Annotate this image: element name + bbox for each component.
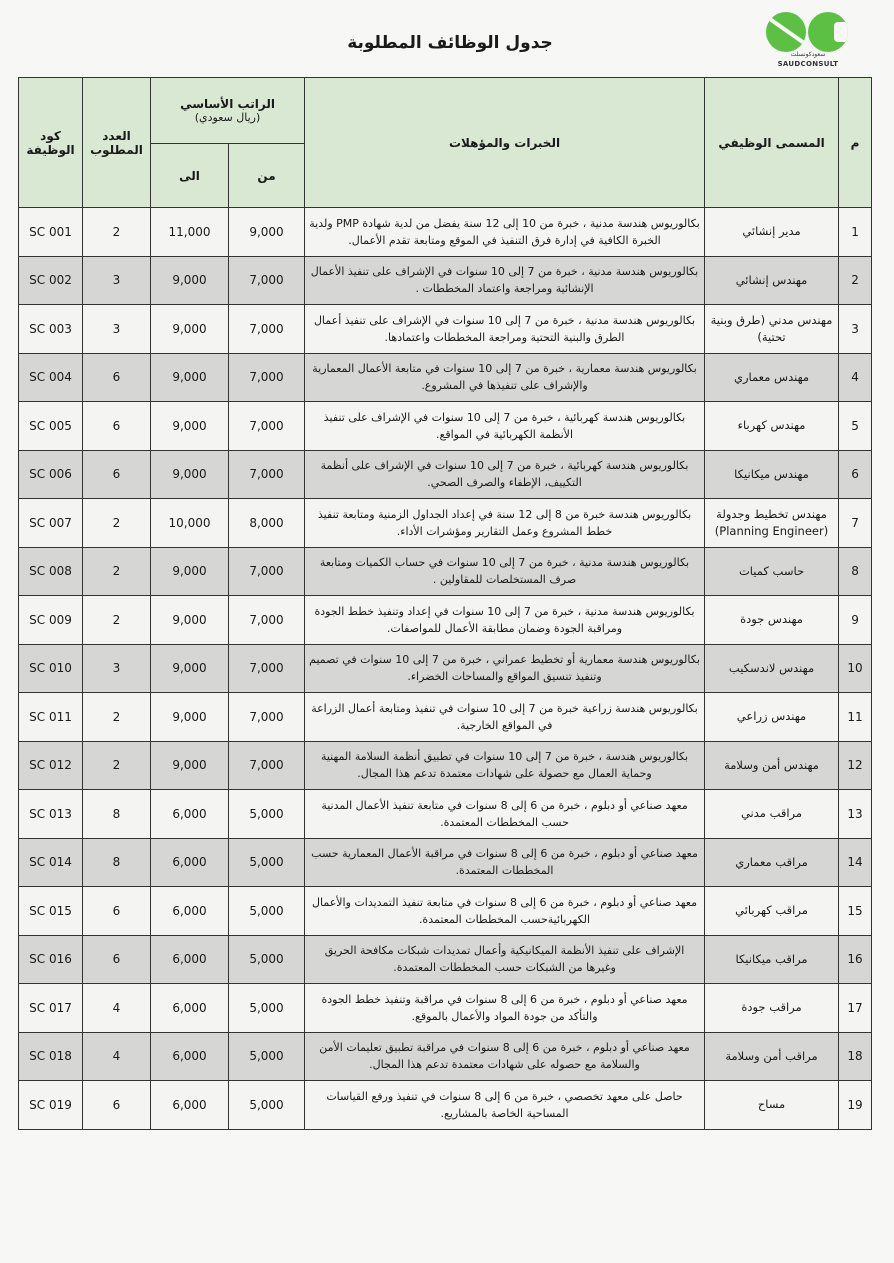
- row-qualifications: بكالوريوس هندسة معمارية أو تخطيط عمراني ، خبرة من 7 إلى 10 سنوات في تصميم وتنفيذ تنسيق المواقع والمساحات الخضراء.: [305, 644, 705, 693]
- table-row: [19, 644, 872, 693]
- row-salary-to: 6,000: [151, 984, 229, 1033]
- row-job-title: مهندس أمن وسلامة: [705, 741, 839, 790]
- row-job-code: SC 013: [19, 790, 83, 839]
- logo-s-shape: [766, 12, 806, 52]
- row-salary-from: 5,000: [229, 1081, 305, 1130]
- row-index: 2: [839, 256, 872, 305]
- row-job-title: مراقب كهربائي: [705, 887, 839, 936]
- row-qualifications: بكالوريوس هندسة مدنية ، خبرة من 7 إلى 10 سنوات في إعداد وتنفيذ خطط الجودة ومراقبة الجودة وضمان مطابقة الأعمال للمواصفات.: [305, 596, 705, 645]
- row-count: 3: [83, 644, 151, 693]
- header-job-title: المسمى الوظيفي: [705, 78, 839, 208]
- logo-brand-arabic: سعودكونسلت: [790, 51, 826, 58]
- row-job-title: مهندس ميكانيكا: [705, 450, 839, 499]
- row-qualifications: بكالوريوس هندسة مدنية ، خبرة من 10 إلى 12 سنة يفضل من لدية شهادة PMP ولدية الخبرة الكافية في إدارة فرق التنفيذ في الموقع ومتابعة تقدم الأعمال.: [305, 208, 705, 257]
- row-count: 8: [83, 838, 151, 887]
- row-index: 19: [839, 1081, 872, 1130]
- header-salary-label: الراتب الأساسي: [180, 97, 275, 111]
- row-count: 3: [83, 305, 151, 354]
- row-job-code: SC 009: [19, 596, 83, 645]
- row-salary-from: 5,000: [229, 1032, 305, 1081]
- row-qualifications: بكالوريوس هندسة مدنية ، خبرة من 7 إلى 10 سنوات في الإشراف على تنفيذ الأعمال الإنشائية ومراجعة واعتماد المخططات .: [305, 256, 705, 305]
- row-count: 6: [83, 887, 151, 936]
- row-salary-from: 7,000: [229, 741, 305, 790]
- row-count: 6: [83, 402, 151, 451]
- row-job-code: SC 005: [19, 402, 83, 451]
- row-count: 4: [83, 1032, 151, 1081]
- row-index: 18: [839, 1032, 872, 1081]
- row-index: 16: [839, 935, 872, 984]
- table-row: [19, 838, 872, 887]
- row-salary-from: 5,000: [229, 887, 305, 936]
- row-job-code: SC 007: [19, 499, 83, 548]
- row-index: 7: [839, 499, 872, 548]
- row-job-code: SC 016: [19, 935, 83, 984]
- row-job-code: SC 002: [19, 256, 83, 305]
- row-job-code: SC 001: [19, 208, 83, 257]
- table-row: [19, 741, 872, 790]
- row-salary-from: 7,000: [229, 547, 305, 596]
- row-count: 6: [83, 353, 151, 402]
- row-salary-to: 6,000: [151, 1081, 229, 1130]
- table-row: [19, 1081, 872, 1130]
- row-salary-to: 9,000: [151, 547, 229, 596]
- table-row: [19, 353, 872, 402]
- row-salary-to: 9,000: [151, 596, 229, 645]
- saudconsult-logo: [766, 12, 850, 72]
- header-salary: [151, 78, 305, 144]
- row-salary-from: 5,000: [229, 935, 305, 984]
- table-row: [19, 1032, 872, 1081]
- row-index: 6: [839, 450, 872, 499]
- row-qualifications: بكالوريوس هندسة مدنية ، خبرة من 7 إلى 10 سنوات في حساب الكميات ومتابعة صرف المستخلصات للمقاولين .: [305, 547, 705, 596]
- table-row: [19, 499, 872, 548]
- row-salary-to: 9,000: [151, 693, 229, 742]
- row-job-title: مهندس مدني (طرق وبنية تحتية): [705, 305, 839, 354]
- page-title: جدول الوظائف المطلوبة: [347, 33, 553, 53]
- row-job-title: مراقب جودة: [705, 984, 839, 1033]
- row-job-code: SC 006: [19, 450, 83, 499]
- row-salary-from: 5,000: [229, 984, 305, 1033]
- table-row: [19, 693, 872, 742]
- row-count: 2: [83, 741, 151, 790]
- row-job-title: مهندس تخطيط وجدولة (Planning Engineer): [705, 499, 839, 548]
- row-salary-to: 6,000: [151, 935, 229, 984]
- row-index: 3: [839, 305, 872, 354]
- row-job-title: مساح: [705, 1081, 839, 1130]
- row-count: 4: [83, 984, 151, 1033]
- table-row: [19, 208, 872, 257]
- table-row: [19, 935, 872, 984]
- row-salary-to: 9,000: [151, 741, 229, 790]
- row-index: 15: [839, 887, 872, 936]
- row-job-title: مهندس جودة: [705, 596, 839, 645]
- row-qualifications: بكالوريوس هندسة معمارية ، خبرة من 7 إلى 10 سنوات في متابعة الأعمال المعمارية والإشراف على تنفيذها في المشروع.: [305, 353, 705, 402]
- row-count: 6: [83, 935, 151, 984]
- table-row: [19, 256, 872, 305]
- row-salary-to: 9,000: [151, 450, 229, 499]
- header-salary-unit: (ريال سعودي): [194, 111, 261, 124]
- row-qualifications: معهد صناعي أو دبلوم ، خبرة من 6 إلى 8 سنوات في مراقبة تطبيق تعليمات الأمن والسلامة مع حصوله على شهادات معتمدة تدعم هذا المجال.: [305, 1032, 705, 1081]
- logo-c-shape: [808, 12, 848, 52]
- row-job-code: SC 003: [19, 305, 83, 354]
- row-salary-from: 7,000: [229, 256, 305, 305]
- row-count: 2: [83, 596, 151, 645]
- row-job-code: SC 012: [19, 741, 83, 790]
- row-qualifications: حاصل على معهد تخصصي ، خبرة من 6 إلى 8 سنوات في تنفيذ ورفع القياسات المساحية الخاصة بالمشاريع.: [305, 1081, 705, 1130]
- row-job-code: SC 014: [19, 838, 83, 887]
- table-row: [19, 402, 872, 451]
- row-count: 8: [83, 790, 151, 839]
- row-job-code: SC 017: [19, 984, 83, 1033]
- row-salary-to: 6,000: [151, 838, 229, 887]
- row-count: 6: [83, 1081, 151, 1130]
- row-count: 2: [83, 499, 151, 548]
- row-qualifications: بكالوريوس هندسة كهربائية ، خبرة من 7 إلى 10 سنوات في الإشراف على أنظمة التكييف، الإطفاء والصرف الصحي.: [305, 450, 705, 499]
- table-row: [19, 887, 872, 936]
- row-qualifications: بكالوريوس هندسة مدنية ، خبرة من 7 إلى 10 سنوات في الإشراف على تنفيذ أعمال الطرق والبنية التحتية ومراجعة المخططات واعتمادها.: [305, 305, 705, 354]
- row-index: 13: [839, 790, 872, 839]
- row-salary-from: 9,000: [229, 208, 305, 257]
- header-salary-from: من: [229, 144, 305, 208]
- header-salary-to: الى: [151, 144, 229, 208]
- table-row: [19, 596, 872, 645]
- row-job-code: SC 004: [19, 353, 83, 402]
- row-job-title: مراقب معماري: [705, 838, 839, 887]
- row-job-title: مهندس إنشائي: [705, 256, 839, 305]
- logo-brand-text: SAUDCONSULT: [777, 60, 839, 68]
- row-salary-to: 10,000: [151, 499, 229, 548]
- row-qualifications: بكالوريوس هندسة ، خبرة من 7 إلى 10 سنوات في تطبيق أنظمة السلامة المهنية وحماية العمال مع حصولة على شهادات معتمدة تدعم هذا المجال.: [305, 741, 705, 790]
- row-salary-to: 9,000: [151, 305, 229, 354]
- row-index: 17: [839, 984, 872, 1033]
- row-job-title: مراقب مدني: [705, 790, 839, 839]
- row-salary-from: 7,000: [229, 305, 305, 354]
- row-salary-from: 5,000: [229, 838, 305, 887]
- row-job-title: مهندس لاندسكيب: [705, 644, 839, 693]
- row-job-title: مراقب ميكانيكا: [705, 935, 839, 984]
- row-salary-from: 8,000: [229, 499, 305, 548]
- row-salary-to: 9,000: [151, 256, 229, 305]
- row-count: 3: [83, 256, 151, 305]
- table-row: [19, 984, 872, 1033]
- row-salary-to: 11,000: [151, 208, 229, 257]
- row-qualifications: بكالوريوس هندسة خبرة من 8 إلى 12 سنة في إعداد الجداول الزمنية ومتابعة تنفيذ خطط المشروع وعمل التقارير ومؤشرات الأداء.: [305, 499, 705, 548]
- table-row: [19, 450, 872, 499]
- header-code: كود الوظيفة: [19, 78, 83, 208]
- row-job-code: SC 018: [19, 1032, 83, 1081]
- row-index: 12: [839, 741, 872, 790]
- row-job-code: SC 011: [19, 693, 83, 742]
- row-count: 2: [83, 208, 151, 257]
- header-count: العدد المطلوب: [83, 78, 151, 208]
- row-qualifications: معهد صناعي أو دبلوم ، خبرة من 6 إلى 8 سنوات في متابعة تنفيذ الأعمال المدنية حسب المخططات المعتمدة.: [305, 790, 705, 839]
- row-count: 6: [83, 450, 151, 499]
- row-index: 11: [839, 693, 872, 742]
- row-salary-from: 7,000: [229, 644, 305, 693]
- row-salary-from: 7,000: [229, 693, 305, 742]
- row-salary-from: 7,000: [229, 450, 305, 499]
- row-job-title: مراقب أمن وسلامة: [705, 1032, 839, 1081]
- row-job-code: SC 015: [19, 887, 83, 936]
- row-qualifications: معهد صناعي أو دبلوم ، خبرة من 6 إلى 8 سنوات في متابعة تنفيذ التمديدات والأعمال الكهربائيةحسب المخططات المعتمدة.: [305, 887, 705, 936]
- row-salary-to: 6,000: [151, 790, 229, 839]
- row-salary-to: 9,000: [151, 353, 229, 402]
- row-salary-to: 9,000: [151, 644, 229, 693]
- row-salary-from: 7,000: [229, 402, 305, 451]
- table-row: [19, 790, 872, 839]
- row-count: 2: [83, 547, 151, 596]
- row-salary-to: 9,000: [151, 402, 229, 451]
- table-row: [19, 547, 872, 596]
- row-index: 10: [839, 644, 872, 693]
- row-qualifications: الإشراف على تنفيذ الأنظمة الميكانيكية وأعمال تمديدات شبكات مكافحة الحريق وغيرها من الشبكات حسب المخططات المعتمدة.: [305, 935, 705, 984]
- row-count: 2: [83, 693, 151, 742]
- header-qualifications: الخبرات والمؤهلات: [305, 78, 705, 208]
- header-index: م: [839, 78, 872, 208]
- row-index: 4: [839, 353, 872, 402]
- row-salary-from: 7,000: [229, 596, 305, 645]
- row-qualifications: بكالوريوس هندسة كهربائية ، خبرة من 7 إلى 10 سنوات في الإشراف على تنفيذ الأنظمة الكهربائية في المواقع.: [305, 402, 705, 451]
- row-index: 5: [839, 402, 872, 451]
- row-qualifications: معهد صناعي أو دبلوم ، خبرة من 6 إلى 8 سنوات في مراقبة وتنفيذ خطط الجودة والتأكد من جودة المواد والأعمال بالموقع.: [305, 984, 705, 1033]
- row-index: 1: [839, 208, 872, 257]
- table-row: [19, 305, 872, 354]
- row-job-code: SC 008: [19, 547, 83, 596]
- row-job-code: SC 010: [19, 644, 83, 693]
- row-index: 14: [839, 838, 872, 887]
- row-job-code: SC 019: [19, 1081, 83, 1130]
- row-qualifications: بكالوريوس هندسة زراعية خبرة من 7 إلى 10 سنوات في تنفيذ ومتابعة أعمال الزراعة في المواقع الخارجية.: [305, 693, 705, 742]
- row-salary-from: 7,000: [229, 353, 305, 402]
- row-job-title: مهندس معماري: [705, 353, 839, 402]
- jobs-table: [18, 77, 872, 1130]
- row-salary-to: 6,000: [151, 1032, 229, 1081]
- row-qualifications: معهد صناعي أو دبلوم ، خبرة من 6 إلى 8 سنوات في مراقبة الأعمال المعمارية حسب المخططات المعتمدة.: [305, 838, 705, 887]
- row-job-title: مدير إنشائي: [705, 208, 839, 257]
- sc-logo-mark: [766, 12, 850, 52]
- row-index: 9: [839, 596, 872, 645]
- row-job-title: حاسب كميات: [705, 547, 839, 596]
- row-index: 8: [839, 547, 872, 596]
- row-job-title: مهندس زراعي: [705, 693, 839, 742]
- row-job-title: مهندس كهرباء: [705, 402, 839, 451]
- row-salary-from: 5,000: [229, 790, 305, 839]
- row-salary-to: 6,000: [151, 887, 229, 936]
